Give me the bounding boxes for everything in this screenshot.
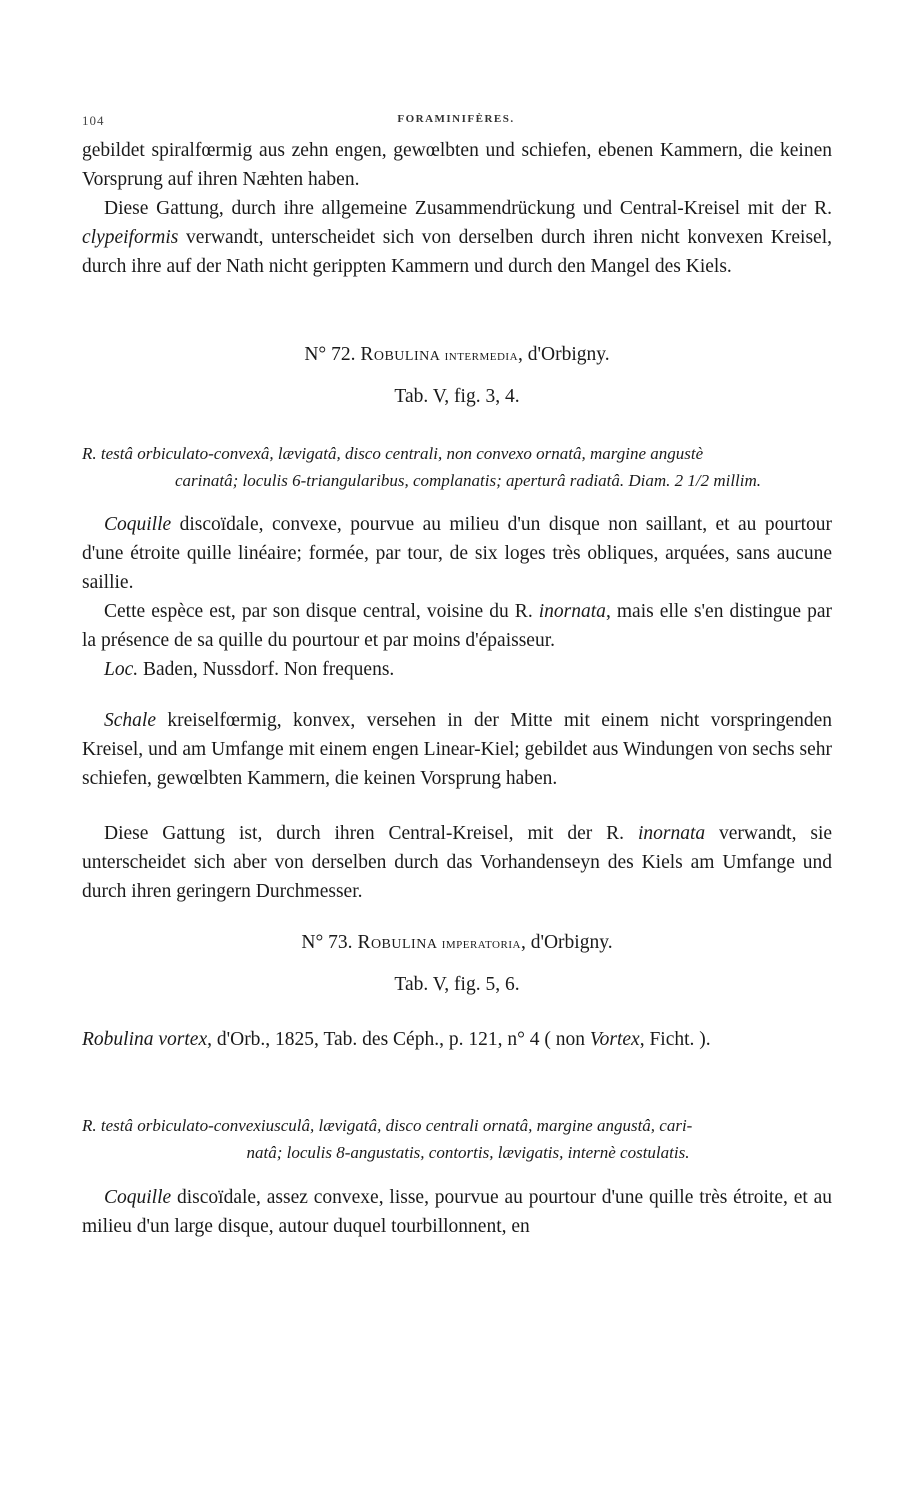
species-name-inornata-de: inornata bbox=[637, 823, 706, 844]
species-73-latin-diagnosis bbox=[82, 1112, 832, 1166]
species-name-clypeiformis: clypeiformis bbox=[82, 227, 179, 248]
german-intro-paragraph-1 bbox=[82, 136, 832, 194]
species-72-latin-line-1: R. testâ orbiculato-convexâ, lævigatâ, disco centrali, non convexo ornatâ, margine angustè bbox=[82, 444, 704, 463]
german-intro-text-2b: verwandt, unterscheidet sich von derselben durch ihren nicht konvexen Kreisel, durch ihre auf der Nath nicht gerippten Kammern und durch den Mangel des Kiels. bbox=[82, 227, 832, 277]
species-72-german-text-2b: verwandt, sie unterscheidet sich aber von derselben durch das Vorhandenseyn des Kiels am Umfange und durch ihren geringern Durchmesser. bbox=[82, 823, 833, 902]
species-72-plate: Tab. V, fig. 3, 4. bbox=[394, 386, 520, 407]
synonym-vortex: Vortex bbox=[589, 1029, 640, 1050]
species-72-german-text-1: kreiselfœrmig, konvex, versehen in der Mitte mit einem nicht vorspringenden Kreisel, und am Umfange mit einem engen Linear-Kiel; gebildet aus Windungen von sechs sehr schiefen, gewœlbten Kammern, die keinen Vorsprung haben. bbox=[82, 710, 832, 789]
species-72-german-description bbox=[82, 706, 832, 793]
schale-label: Schale bbox=[104, 710, 156, 731]
species-73-heading bbox=[82, 928, 832, 959]
species-72-number: N° 72. bbox=[304, 344, 361, 365]
species-72-german-comparison bbox=[82, 819, 832, 906]
species-73-latin-line-1: R. testâ orbiculato-convexiusculâ, lævigatâ, disco centrali ornatâ, margine angustâ, cari- bbox=[82, 1116, 693, 1135]
species-72-locality-text: Baden, Nussdorf. Non frequens. bbox=[138, 659, 395, 680]
coquille-label: Coquille bbox=[104, 514, 172, 535]
species-73-synonymy-text-b: , Ficht. ). bbox=[639, 1029, 711, 1050]
species-73-author: , d'Orbigny. bbox=[520, 932, 613, 953]
german-intro-text-1: gebildet spiralfœrmig aus zehn engen, gewœlbten und schiefen, ebenen Kammern, die keinen Vorsprung auf ihren Næhten haben. bbox=[82, 140, 832, 190]
species-73-synonymy-text-a: , d'Orb., 1825, Tab. des Céph., p. 121, n° 4 ( non bbox=[207, 1029, 590, 1050]
species-72-locality bbox=[82, 655, 832, 684]
species-72-french-description bbox=[82, 510, 832, 597]
species-name-inornata: inornata bbox=[538, 601, 606, 622]
german-intro-paragraph-2 bbox=[82, 194, 832, 281]
page-header bbox=[82, 113, 830, 133]
page-number: 104 bbox=[82, 113, 105, 128]
locality-label: Loc. bbox=[104, 659, 139, 680]
german-intro-text-2a: Diese Gattung, durch ihre allgemeine Zusammendrückung und Central-Kreisel mit der R. bbox=[104, 198, 832, 219]
species-72-french-text-2a: Cette espèce est, par son disque central, voisine du R. bbox=[104, 601, 539, 622]
species-72-latin-diagnosis bbox=[82, 440, 832, 494]
species-73-plate: Tab. V, fig. 5, 6. bbox=[394, 974, 520, 995]
species-72-author: , d'Orbigny. bbox=[518, 344, 610, 365]
species-73-genus: Robulina bbox=[357, 932, 438, 953]
species-72-french-comparison bbox=[82, 597, 832, 655]
synonym-robulina-vortex: Robulina vortex bbox=[82, 1029, 208, 1050]
species-73-number: N° 73. bbox=[301, 932, 358, 953]
species-72-french-text-1: discoïdale, convexe, pourvue au milieu d'un disque non saillant, et au pourtour d'une étroite quille linéaire; formée, par tour, de six loges très obliques, arquées, sans aucune saillie. bbox=[82, 514, 832, 593]
species-72-species: intermedia bbox=[440, 348, 519, 364]
species-73-latin-line-2: natâ; loculis 8-angustatis, contortis, lævigatis, internè costulatis. bbox=[246, 1143, 690, 1162]
species-72-heading bbox=[82, 340, 832, 371]
species-73-species: imperatoria bbox=[437, 936, 521, 952]
species-73-french-text-1: discoïdale, assez convexe, lisse, pourvue au pourtour d'une quille très étroite, et au milieu d'un large disque, autour duquel tourbillonnent, en bbox=[82, 1187, 832, 1237]
species-72-german-text-2a: Diese Gattung ist, durch ihren Central-Kreisel, mit der R. bbox=[104, 823, 638, 844]
species-73-french-description bbox=[82, 1183, 832, 1241]
species-72-latin-line-2: carinatâ; loculis 6-triangularibus, complanatis; aperturâ radiatâ. Diam. 2 1/2 millim. bbox=[174, 471, 762, 490]
coquille-label-73: Coquille bbox=[104, 1187, 172, 1208]
running-title: FORAMINIFÈRES. bbox=[397, 113, 515, 125]
species-72-genus: Robulina bbox=[360, 344, 441, 365]
species-73-synonymy bbox=[82, 1025, 832, 1054]
species-72-french-text-2b: , mais elle s'en distingue par la présence de sa quille du pourtour et par moins d'épaisseur. bbox=[82, 601, 832, 651]
